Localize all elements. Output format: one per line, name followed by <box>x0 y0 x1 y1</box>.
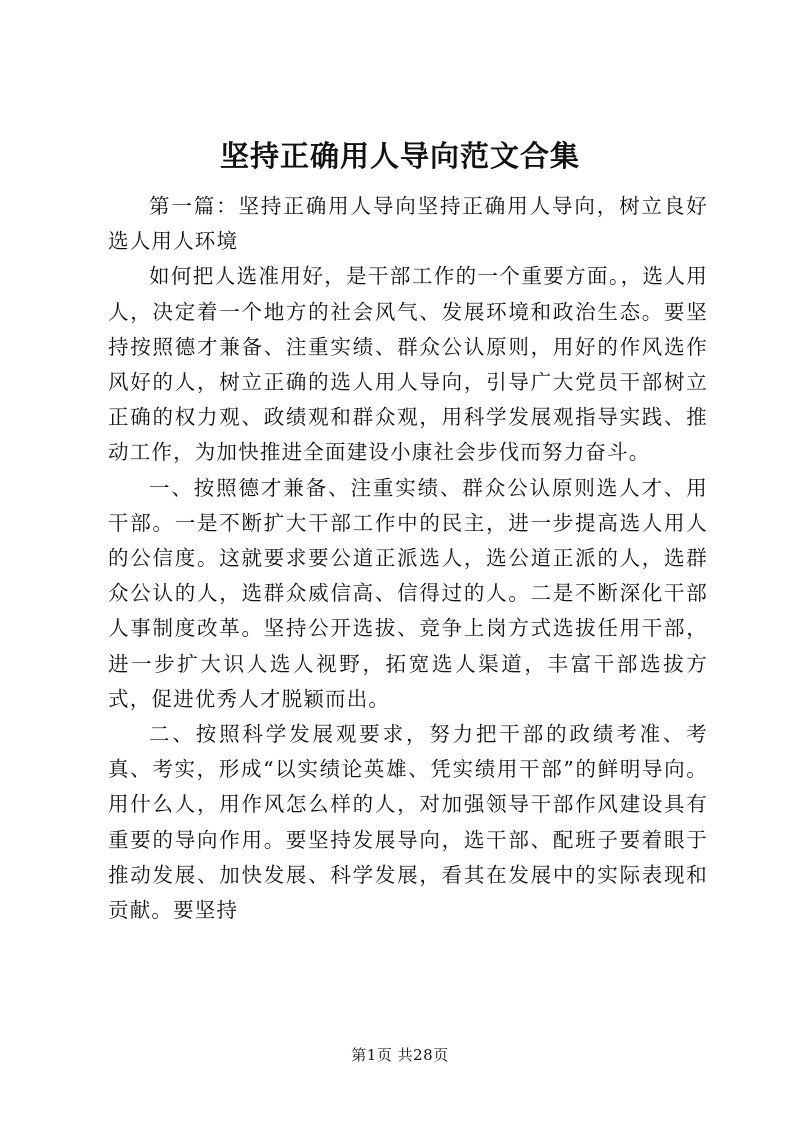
page-number-footer: 第1页 共28页 <box>351 1046 449 1064</box>
paragraph-section-two: 二、按照科学发展观要求，努力把干部的政绩考准、考真、考实，形成“以实绩论英雄、凭实绩用干部”的鲜明导向。用什么人，用作风怎么样的人，对加强领导干部作风建设具有重要的导向作用。要坚持发展导向，选干部、配班子要着眼于推动发展、加快发展、科学发展，看其在发展中的实际表现和贡献。要坚持 <box>108 722 708 923</box>
document-title: 坚持正确用人导向范文合集 <box>219 139 580 173</box>
document-body <box>108 189 708 928</box>
paragraph-heading: 第一篇：坚持正确用人导向坚持正确用人导向，树立良好选人用人环境 <box>108 194 708 254</box>
paragraph-intro: 如何把人选准用好，是干部工作的一个重要方面。，选人用人，决定着一个地方的社会风气、发展环境和政治生态。要坚持按照德才兼备、注重实绩、群众公认原则，用好的作风选作风好的人，树立正确的选人用人导向，引导广大党员干部树立正确的权力观、政绩观和群众观，用科学发展观指导实践、推动工作，为加快推进全面建设小康社会步伐而努力奋斗。 <box>108 264 708 465</box>
paragraph-section-one: 一、按照德才兼备、注重实绩、群众公认原则选人才、用干部。一是不断扩大干部工作中的民主，进一步提高选人用人的公信度。这就要求要公道正派选人，选公道正派的人，选群众公认的人，选群众威信高、信得过的人。二是不断深化干部人事制度改革。坚持公开选拔、竞争上岗方式选拔任用干部，进一步扩大识人选人视野，拓宽选人渠道，丰富干部选拔方式，促进优秀人才脱颖而出。 <box>108 475 708 711</box>
